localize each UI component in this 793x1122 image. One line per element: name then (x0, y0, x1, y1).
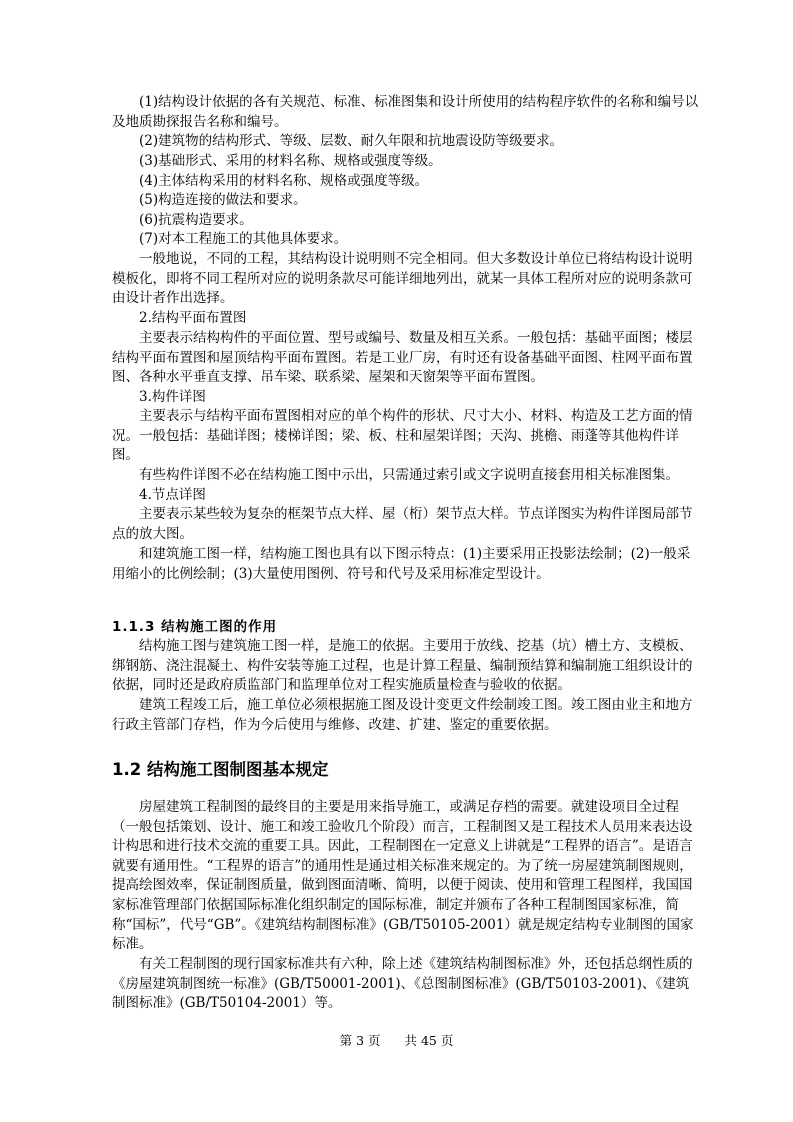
paragraph-general: 一般地说，不同的工程，其结构设计说明则不完全相同。但大多数设计单位已将结构设计说明模板化，即将不同工程所对应的说明条款尽可能详细地列出，就某一具体工程所对应的说明条款可由设计者作出选择。 (112, 251, 693, 307)
heading-1-2-paragraph-1: 房屋建筑工程制图的最终目的主要是用来指导施工，或满足存档的需要。就建设项目全过程（一般包括策划、设计、施工和竣工验收几个阶段）而言，工程制图又是工程技术人员用来表达设计构思和进行技术交流的重要工具。因此，工程制图在一定意义上讲就是“工程界的语言”。是语言就要有通用性。“工程界的语言”的通用性是通过相关标准来规定的。为了统一房屋建筑制图规则，提高绘图效率，保证制图质量，做到图面清晰、简明，以便于阅读、使用和管理工程图样，我国国家标准管理部门依据国际标准化组织制定的国际标准，制定并颁布了各种工程制图国家标准，简称“国标”，代号“GB”。《建筑结构制图标准》(GB/T50105-2001）就是规定结构专业制图的国家标准。 (112, 799, 694, 953)
page-number: 第 3 页 (339, 1033, 381, 1048)
section-2-title: 2.结构平面布置图 (139, 310, 247, 326)
heading-1-2-paragraph-2: 有关工程制图的现行国家标准共有六种，除上述《建筑结构制图标准》外，还包括总纲性质的《房屋建筑制图统一标准》(GB/T50001-2001)、《总图制图标准》(GB/T50103-2001)、《建筑制图标准》(GB/T50104-2001）等。 (112, 956, 693, 1012)
section-3-title: 3.构件详图 (139, 389, 206, 405)
heading-1-1-3-paragraph-1: 结构施工图与建筑施工图一样，是施工的依据。主要用于放线、挖基（坑）槽土方、支模板、绑钢筋、浇注混凝土、构件安装等施工过程，也是计算工程量、编制预结算和编制施工组织设计的依据，同时还是政府质监部门和监理单位对工程实施质量检查与验收的依据。 (112, 638, 693, 694)
list-item-3: (3)基础形式、采用的材料名称、规格或强度等级。 (139, 153, 442, 169)
heading-1-1-3: 1.1.3 结构施工图的作用 (112, 619, 278, 635)
list-item-6: (6)抗震构造要求。 (139, 212, 253, 228)
section-4-title: 4.节点详图 (139, 487, 206, 503)
features-paragraph: 和建筑施工图一样，结构施工图也具有以下图示特点：(1)主要采用正投影法绘制；(2)一般采用缩小的比例绘制；(3)大量使用图例、符号和代号及采用标准定型设计。 (112, 546, 691, 582)
section-3-body: 主要表示与结构平面布置图相对应的单个构件的形状、尺寸大小、材料、构造及工艺方面的情况。一般包括：基础详图；楼梯详图；梁、板、柱和屋架详图；天沟、挑檐、雨蓬等其他构件详图。 (112, 408, 693, 464)
section-3-note: 有些构件详图不必在结构施工图中示出，只需通过索引或文字说明直接套用相关标准图集。 (139, 467, 679, 483)
section-2-body: 主要表示结构构件的平面位置、型号或编号、数量及相互关系。一般包括：基础平面图；楼层结构平面布置图和屋顶结构平面布置图。若是工业厂房，有时还有设备基础平面图、柱网平面布置图、各种水平垂直支撑、吊车梁、联系梁、屋架和天窗架等平面布置图。 (112, 330, 693, 386)
list-item-2: (2)建筑物的结构形式、等级、层数、耐久年限和抗地震设防等级要求。 (139, 133, 564, 149)
page-footer (0, 1031, 793, 1049)
list-item-7: (7)对本工程施工的其他具体要求。 (139, 231, 348, 247)
section-4-body: 主要表示某些较为复杂的框架节点大样、屋（桁）架节点大样。节点详图实为构件详图局部节点的放大图。 (112, 506, 693, 542)
list-item-1: (1)结构设计依据的各有关规范、标准、标准图集和设计所使用的结构程序软件的名称和编号以及地质勘探报告名称和编号。 (112, 94, 699, 130)
list-item-4: (4)主体结构采用的材料名称、规格或强度等级。 (139, 173, 429, 189)
heading-1-2: 1.2 结构施工图制图基本规定 (112, 760, 329, 779)
list-item-5: (5)构造连接的做法和要求。 (139, 192, 307, 208)
page-total: 共 45 页 (404, 1033, 454, 1048)
heading-1-1-3-paragraph-2: 建筑工程竣工后，施工单位必须根据施工图及设计变更文件绘制竣工图。竣工图由业主和地方行政主管部门存档，作为今后使用与维修、改建、扩建、鉴定的重要依据。 (112, 697, 693, 733)
